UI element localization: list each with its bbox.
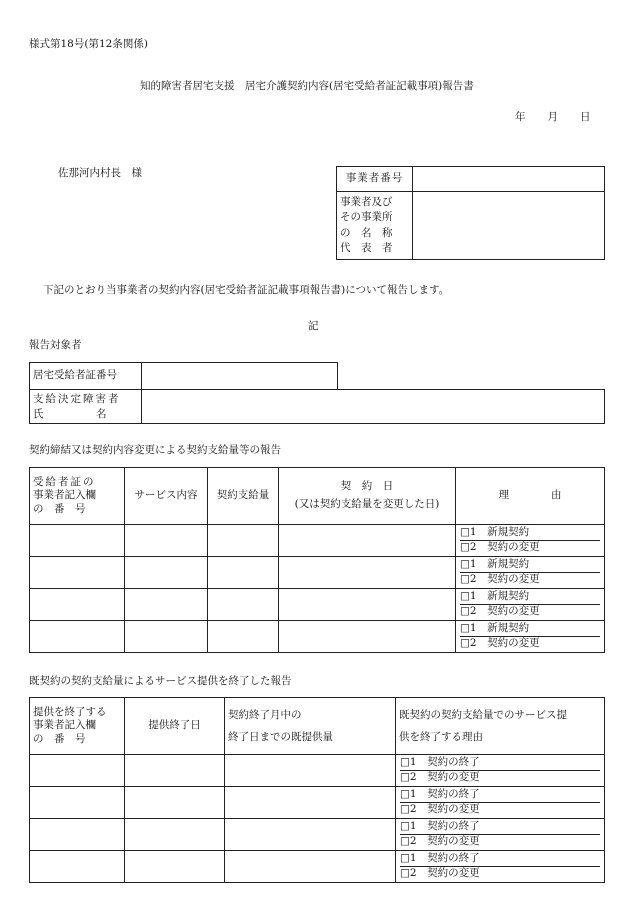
amount-header: 契約支給量 xyxy=(208,468,279,525)
intro-text: 下記のとおり当事業者の契約内容(居宅受給者証記載事項報告書)について報告します。 xyxy=(43,284,450,296)
entry-number-cell[interactable] xyxy=(30,755,125,787)
reason-contract-end[interactable]: □1 契約の終了 xyxy=(400,756,600,771)
entry-col-header-line: の 番 号 xyxy=(33,732,86,745)
person-label xyxy=(30,390,142,424)
reason-cell xyxy=(456,621,605,653)
table-row xyxy=(30,787,605,819)
date-day: 日 xyxy=(580,111,591,123)
table-row xyxy=(30,525,605,557)
used-amount-cell[interactable] xyxy=(225,851,396,883)
contract-table xyxy=(29,467,605,653)
provider-name-label-line: の 名 称 xyxy=(340,226,393,239)
form-number: 様式第18号(第12条関係) xyxy=(29,38,148,50)
subject-spacer xyxy=(338,363,605,390)
reason-contract-change[interactable]: □2 契約の変更 xyxy=(400,835,480,848)
entry-col-header xyxy=(30,468,125,525)
reason-header: 理 由 xyxy=(456,468,605,525)
provider-name-label-line: 代 表 者 xyxy=(340,241,393,254)
reason-contract-end[interactable]: □1 契約の終了 xyxy=(400,852,600,867)
service-cell[interactable] xyxy=(125,525,208,557)
reason-cell xyxy=(456,525,605,557)
amount-cell[interactable] xyxy=(208,525,279,557)
cert-number-label: 居宅受給者証番号 xyxy=(30,363,142,390)
service-cell[interactable] xyxy=(125,621,208,653)
reason-cell xyxy=(456,589,605,621)
termination-reason-header-line1: 既契約の契約支給量でのサービス提 xyxy=(399,708,567,721)
used-amount-cell[interactable] xyxy=(225,819,396,851)
provider-name-label xyxy=(337,192,413,260)
addressee: 佐那河内村長 様 xyxy=(58,167,142,179)
page-title: 知的障害者居宅支援 居宅介護契約内容(居宅受給者証記載事項)報告書 xyxy=(140,80,474,92)
used-amount-cell[interactable] xyxy=(225,787,396,819)
table-row xyxy=(30,819,605,851)
section1-title: 契約締結又は契約内容変更による契約支給量等の報告 xyxy=(29,444,281,456)
reason-cell xyxy=(456,557,605,589)
provider-name-field[interactable] xyxy=(413,192,605,260)
reason-cell xyxy=(396,851,605,883)
table-row xyxy=(30,755,605,787)
section2-title: 既契約の契約支給量によるサービス提供を終了した報告 xyxy=(29,675,292,687)
ki-heading: 記 xyxy=(308,320,319,332)
termination-reason-header-line2: 供を終了する理由 xyxy=(399,731,483,743)
provider-number-label: 事業者番号 xyxy=(337,167,413,192)
contract-date-cell[interactable] xyxy=(279,525,456,557)
person-label-line2: 氏 名 xyxy=(33,407,107,420)
reason-contract-change[interactable]: □2 契約の変更 xyxy=(400,771,480,784)
amount-cell[interactable] xyxy=(208,589,279,621)
reason-cell xyxy=(396,755,605,787)
provider-name-label-line: その事業所 xyxy=(340,211,393,224)
subject-label: 報告対象者 xyxy=(29,339,82,351)
amount-cell[interactable] xyxy=(208,557,279,589)
provider-name-label-line: 事業者及び xyxy=(340,196,393,209)
contract-date-header-line1: 契 約 日 xyxy=(340,480,394,493)
reason-cell xyxy=(396,819,605,851)
table-row xyxy=(30,557,605,589)
entry-number-cell[interactable] xyxy=(30,589,125,621)
used-amount-header-line1: 契約終了月中の xyxy=(228,708,302,721)
reason-contract-change[interactable]: □2 契約の変更 xyxy=(460,637,540,650)
end-date-cell[interactable] xyxy=(125,819,225,851)
end-date-header: 提供終了日 xyxy=(125,698,225,755)
end-date-cell[interactable] xyxy=(125,787,225,819)
reason-contract-change[interactable]: □2 契約の変更 xyxy=(400,803,480,816)
entry-number-cell[interactable] xyxy=(30,819,125,851)
table-row xyxy=(30,621,605,653)
reason-contract-end[interactable]: □1 契約の終了 xyxy=(400,788,600,803)
used-amount-cell[interactable] xyxy=(225,755,396,787)
reason-new-contract[interactable]: □1 新規契約 xyxy=(460,622,600,637)
entry-col-header-line: 事業者記入欄 xyxy=(33,719,96,732)
entry-number-cell[interactable] xyxy=(30,557,125,589)
entry-col-header-line: 提供を終了する xyxy=(33,705,107,718)
service-cell[interactable] xyxy=(125,589,208,621)
subject-table xyxy=(29,362,605,424)
reason-contract-change[interactable]: □2 契約の変更 xyxy=(460,541,540,554)
reason-contract-change[interactable]: □2 契約の変更 xyxy=(460,605,540,618)
entry-col-header xyxy=(30,698,125,755)
person-label-line1: 支給決定障害者 xyxy=(33,393,121,406)
reason-new-contract[interactable]: □1 新規契約 xyxy=(460,558,600,573)
entry-col-header-line: 事業者記入欄 xyxy=(33,489,96,502)
entry-number-cell[interactable] xyxy=(30,787,125,819)
end-date-cell[interactable] xyxy=(125,851,225,883)
reason-new-contract[interactable]: □1 新規契約 xyxy=(460,526,600,541)
contract-date-cell[interactable] xyxy=(279,589,456,621)
contract-date-cell[interactable] xyxy=(279,557,456,589)
date-line xyxy=(515,111,591,124)
entry-number-cell[interactable] xyxy=(30,525,125,557)
termination-table xyxy=(29,697,605,883)
date-month: 月 xyxy=(547,111,558,123)
end-date-cell[interactable] xyxy=(125,755,225,787)
service-header: サービス内容 xyxy=(125,468,208,525)
reason-cell xyxy=(396,787,605,819)
reason-new-contract[interactable]: □1 新規契約 xyxy=(460,590,600,605)
entry-col-header-line: の 番 号 xyxy=(33,502,86,515)
person-name-field[interactable] xyxy=(142,390,605,424)
table-row xyxy=(30,589,605,621)
reason-contract-change[interactable]: □2 契約の変更 xyxy=(460,573,540,586)
contract-date-cell[interactable] xyxy=(279,621,456,653)
provider-number-cells[interactable] xyxy=(413,167,605,192)
provider-table xyxy=(336,166,605,260)
contract-date-header xyxy=(279,468,456,525)
entry-col-header-line: 受給者証の xyxy=(33,475,96,488)
reason-contract-change[interactable]: □2 契約の変更 xyxy=(400,867,480,880)
reason-contract-end[interactable]: □1 契約の終了 xyxy=(400,820,600,835)
date-year: 年 xyxy=(515,111,526,123)
contract-date-header-line2: (又は契約支給量を変更した日) xyxy=(294,498,440,510)
entry-number-cell[interactable] xyxy=(30,621,125,653)
cert-number-cells[interactable] xyxy=(142,363,338,390)
used-amount-header xyxy=(225,698,396,755)
service-cell[interactable] xyxy=(125,557,208,589)
termination-reason-header xyxy=(396,698,605,755)
used-amount-header-line2: 終了日までの既提供量 xyxy=(228,731,333,743)
entry-number-cell[interactable] xyxy=(30,851,125,883)
amount-cell[interactable] xyxy=(208,621,279,653)
table-row xyxy=(30,851,605,883)
